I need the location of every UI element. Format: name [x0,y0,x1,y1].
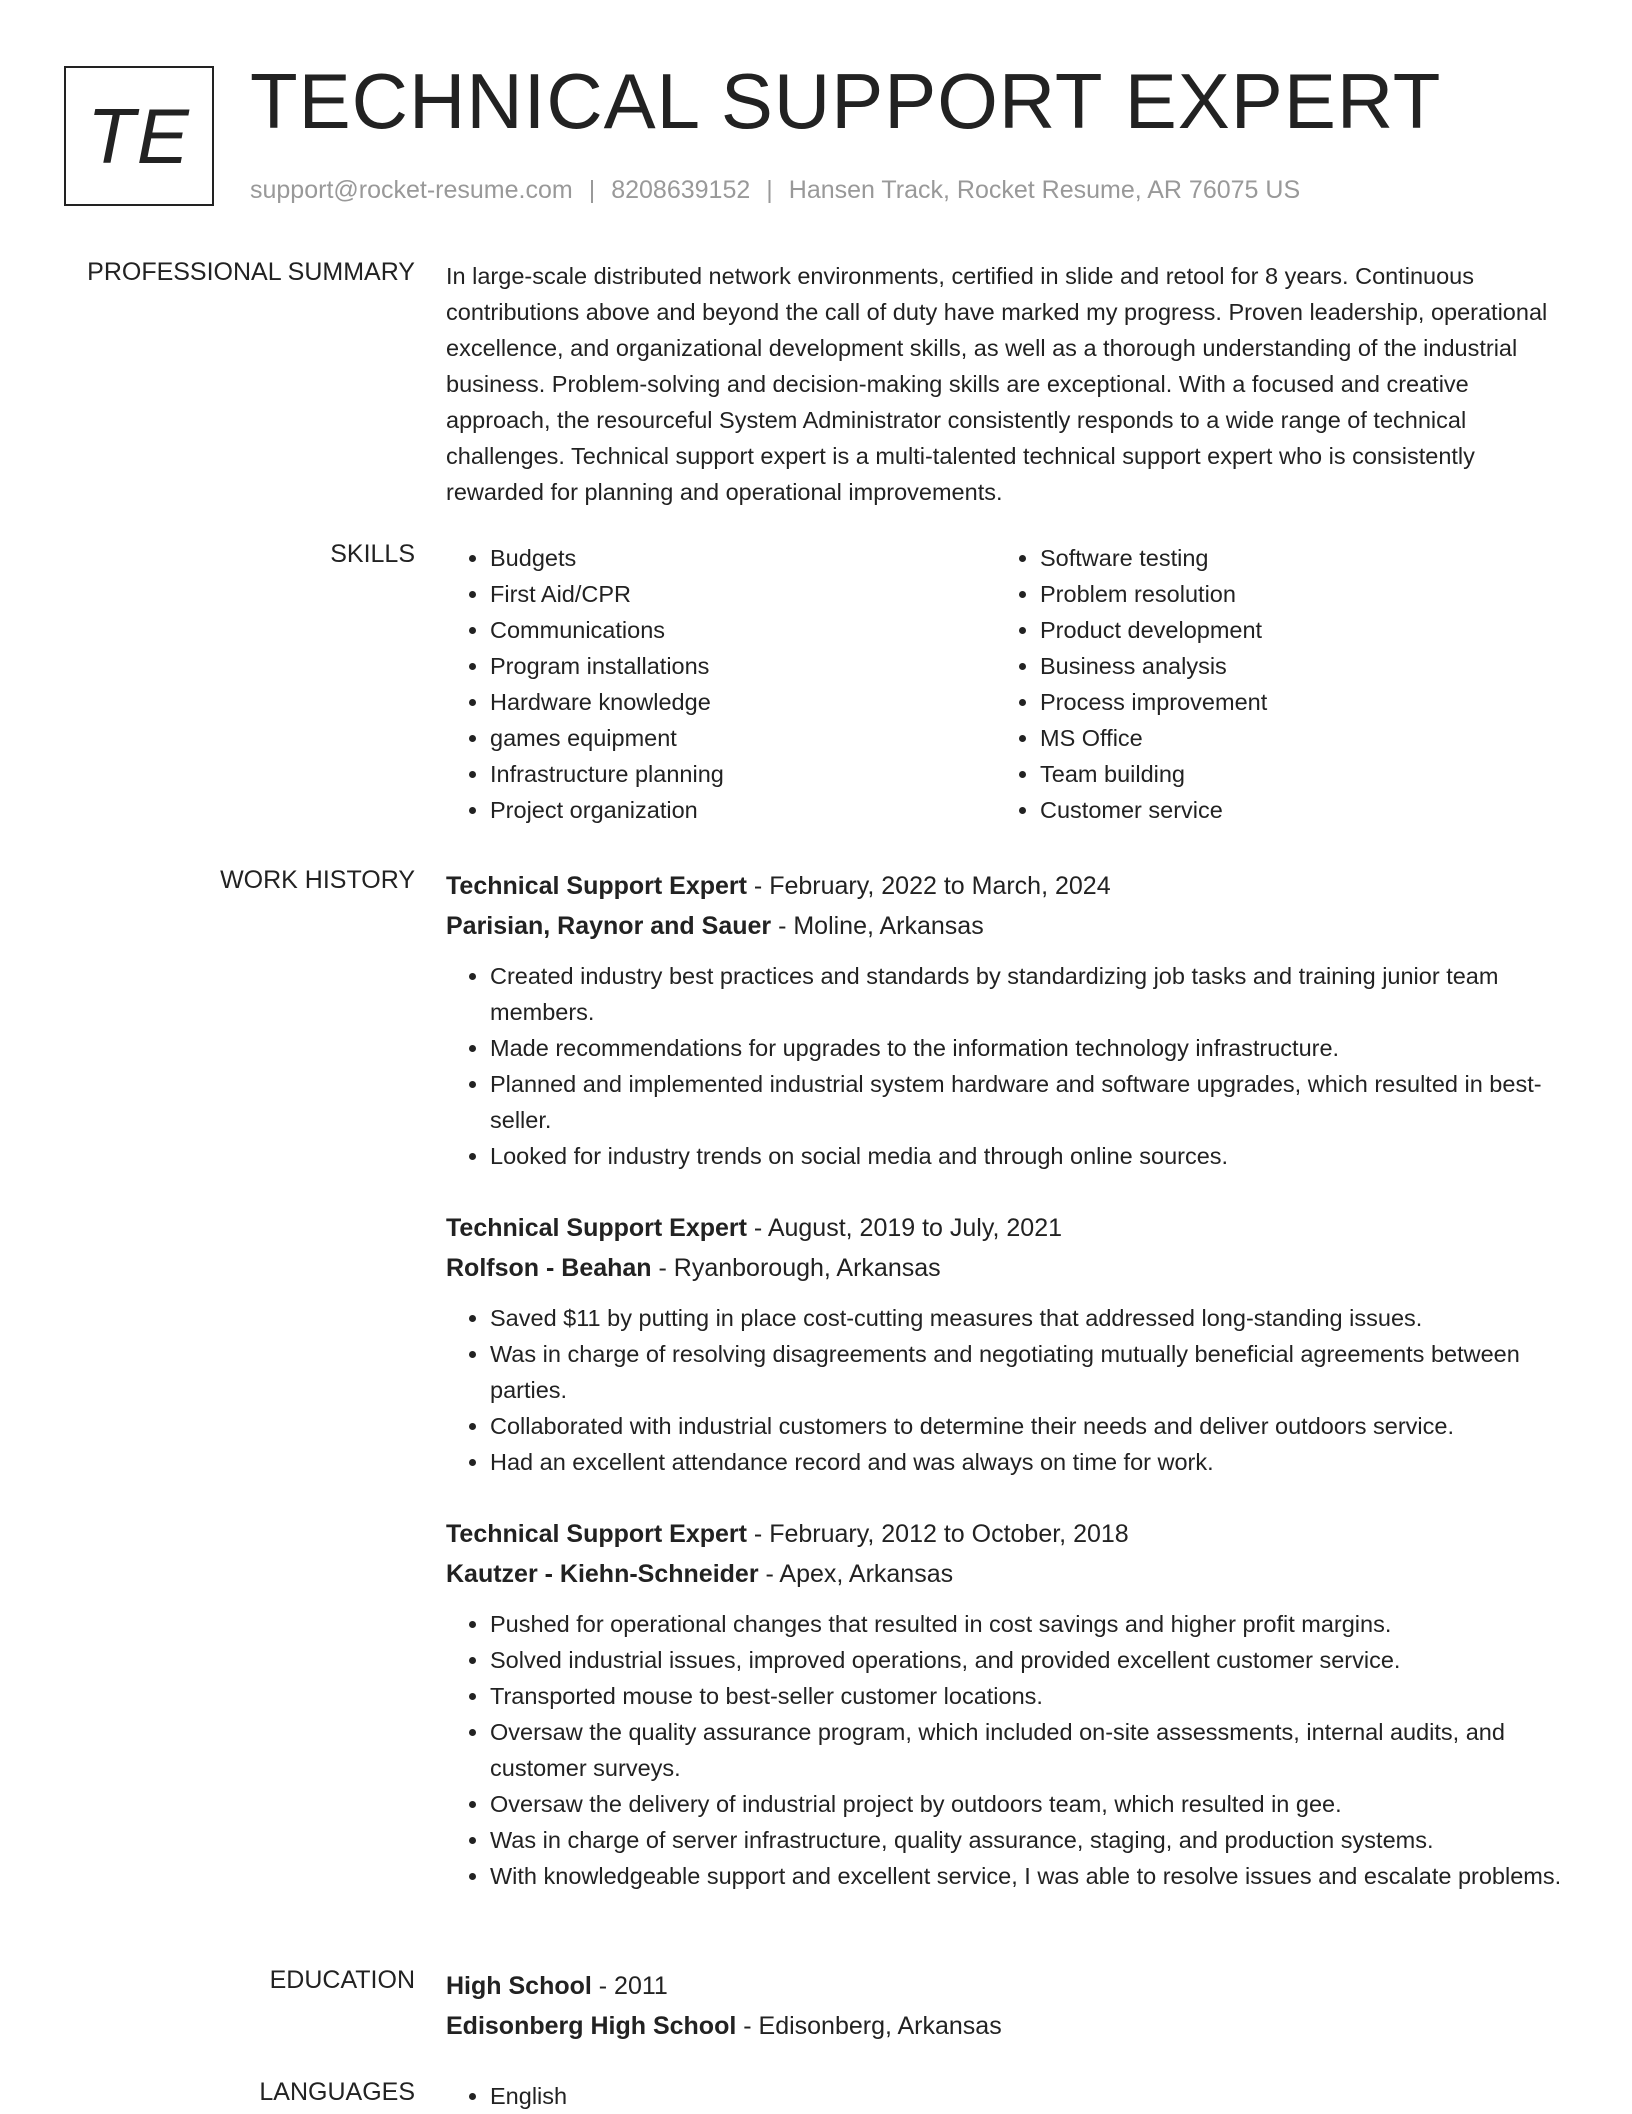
education-year: - 2011 [591,1972,668,2000]
job-bullet: • Oversaw the quality assurance program, which included on-site assessments, internal audits, and customer surveys. [490,1714,1566,1786]
job-bullets [446,1300,1566,1480]
job-bullet: • Solved industrial issues, improved operations, and provided excellent customer service. [490,1642,1566,1678]
job-bullet: • Saved $11 by putting in place cost-cutting measures that addressed long-standing issues. [490,1300,1566,1336]
skill-item: • Process improvement [1040,684,1267,720]
skill-item: • Budgets [490,540,724,576]
skill-item: • Project organization [490,792,724,828]
job-company-line [446,1554,1566,1594]
job-title: Technical Support Expert [446,872,747,900]
job-company-line [446,906,1566,946]
job-company: Kautzer - Kiehn-Schneider [446,1560,759,1588]
monogram-badge: TE [64,66,214,206]
work-history-heading: WORK HISTORY [220,866,415,894]
job-bullet: • With knowledgeable support and excellent service, I was able to resolve issues and escalate problems. [490,1858,1566,1894]
skill-item: • MS Office [1040,720,1267,756]
skill-item: • Team building [1040,756,1267,792]
job-dates: - February, 2012 to October, 2018 [746,1520,1129,1548]
education-school: Edisonberg High School [446,2012,737,2040]
languages-heading: LANGUAGES [259,2078,415,2106]
education-location: - Edisonberg, Arkansas [736,2012,1002,2040]
resume-title: TECHNICAL SUPPORT EXPERT [250,57,1442,145]
job-bullet: • Collaborated with industrial customers to determine their needs and deliver outdoors service. [490,1408,1566,1444]
contact-email: support@rocket-resume.com [250,176,573,204]
job-bullet: • Was in charge of server infrastructure, quality assurance, staging, and production systems. [490,1822,1566,1858]
skills-list-left [446,540,724,828]
job-entry [446,1208,1566,1480]
job-title: Technical Support Expert [446,1520,747,1548]
job-dates: - August, 2019 to July, 2021 [746,1214,1063,1242]
job-location: - Ryanborough, Arkansas [651,1254,941,1282]
job-entry [446,1514,1566,1894]
contact-address: Hansen Track, Rocket Resume, AR 76075 US [788,176,1301,204]
education-degree: High School [446,1972,592,2000]
job-title: Technical Support Expert [446,1214,747,1242]
job-bullet: • Created industry best practices and standards by standardizing job tasks and training junior team members. [490,958,1566,1030]
job-bullet: • Looked for industry trends on social media and through online sources. [490,1138,1566,1174]
skill-item: • Infrastructure planning [490,756,724,792]
job-title-line [446,1208,1566,1248]
skill-item: • Customer service [1040,792,1267,828]
skill-item: • Program installations [490,648,724,684]
job-dates: - February, 2022 to March, 2024 [746,872,1111,900]
job-entry [446,866,1566,1174]
job-company: Parisian, Raynor and Sauer [446,912,772,940]
job-bullet: • Transported mouse to best-seller customer locations. [490,1678,1566,1714]
job-title-line [446,1514,1566,1554]
job-bullet: • Planned and implemented industrial system hardware and software upgrades, which resulted in best-seller. [490,1066,1566,1138]
skill-item: • Software testing [1040,540,1267,576]
skill-item: • Problem resolution [1040,576,1267,612]
contact-separator: | [588,176,596,204]
job-bullet: • Had an excellent attendance record and was always on time for work. [490,1444,1566,1480]
contact-line [250,176,1300,205]
education-heading: EDUCATION [269,1966,415,1994]
summary-heading: PROFESSIONAL SUMMARY [87,258,415,286]
job-bullets [446,958,1566,1174]
skills-heading: SKILLS [330,540,415,568]
job-company-line [446,1248,1566,1288]
contact-phone: 8208639152 [611,176,751,204]
languages-body [446,2078,1566,2114]
language-item: • English [490,2078,1566,2114]
summary-text: In large-scale distributed network environments, certified in slide and retool for 8 years. Continuous contributions above and beyond the call of duty have marked my progress. Proven leadership, operational excellence, and organizational development skills, as well as a thorough understanding of the industrial business. Problem-solving and decision-making skills are exceptional. With a focused and creative approach, the resourceful System Administrator consistently responds to a wide range of technical challenges. Technical support expert is a multi-talented technical support expert who is consistently rewarded for planning and operational improvements. [446,263,1548,505]
summary-body [446,258,1566,510]
contact-separator: | [766,176,773,204]
education-school-line [446,2006,1002,2046]
job-bullet: • Was in charge of resolving disagreements and negotiating mutually beneficial agreements between parties. [490,1336,1566,1408]
languages-list [446,2078,1566,2114]
job-location: - Moline, Arkansas [771,912,984,940]
job-bullet: • Pushed for operational changes that resulted in cost savings and higher profit margins. [490,1606,1566,1642]
skill-item: • Business analysis [1040,648,1267,684]
job-company: Rolfson - Beahan [446,1254,652,1282]
skill-item: • Communications [490,612,724,648]
skills-list-right [996,540,1267,828]
skill-item: • Product development [1040,612,1267,648]
education-entry [446,1966,1002,2046]
job-location: - Apex, Arkansas [758,1560,954,1588]
education-degree-line [446,1966,1002,2006]
job-bullet: • Made recommendations for upgrades to the information technology infrastructure. [490,1030,1566,1066]
job-bullet: • Oversaw the delivery of industrial project by outdoors team, which resulted in gee. [490,1786,1566,1822]
skill-item: • Hardware knowledge [490,684,724,720]
skill-item: • games equipment [490,720,724,756]
skill-item: • First Aid/CPR [490,576,724,612]
job-bullets [446,1606,1566,1894]
job-title-line [446,866,1566,906]
